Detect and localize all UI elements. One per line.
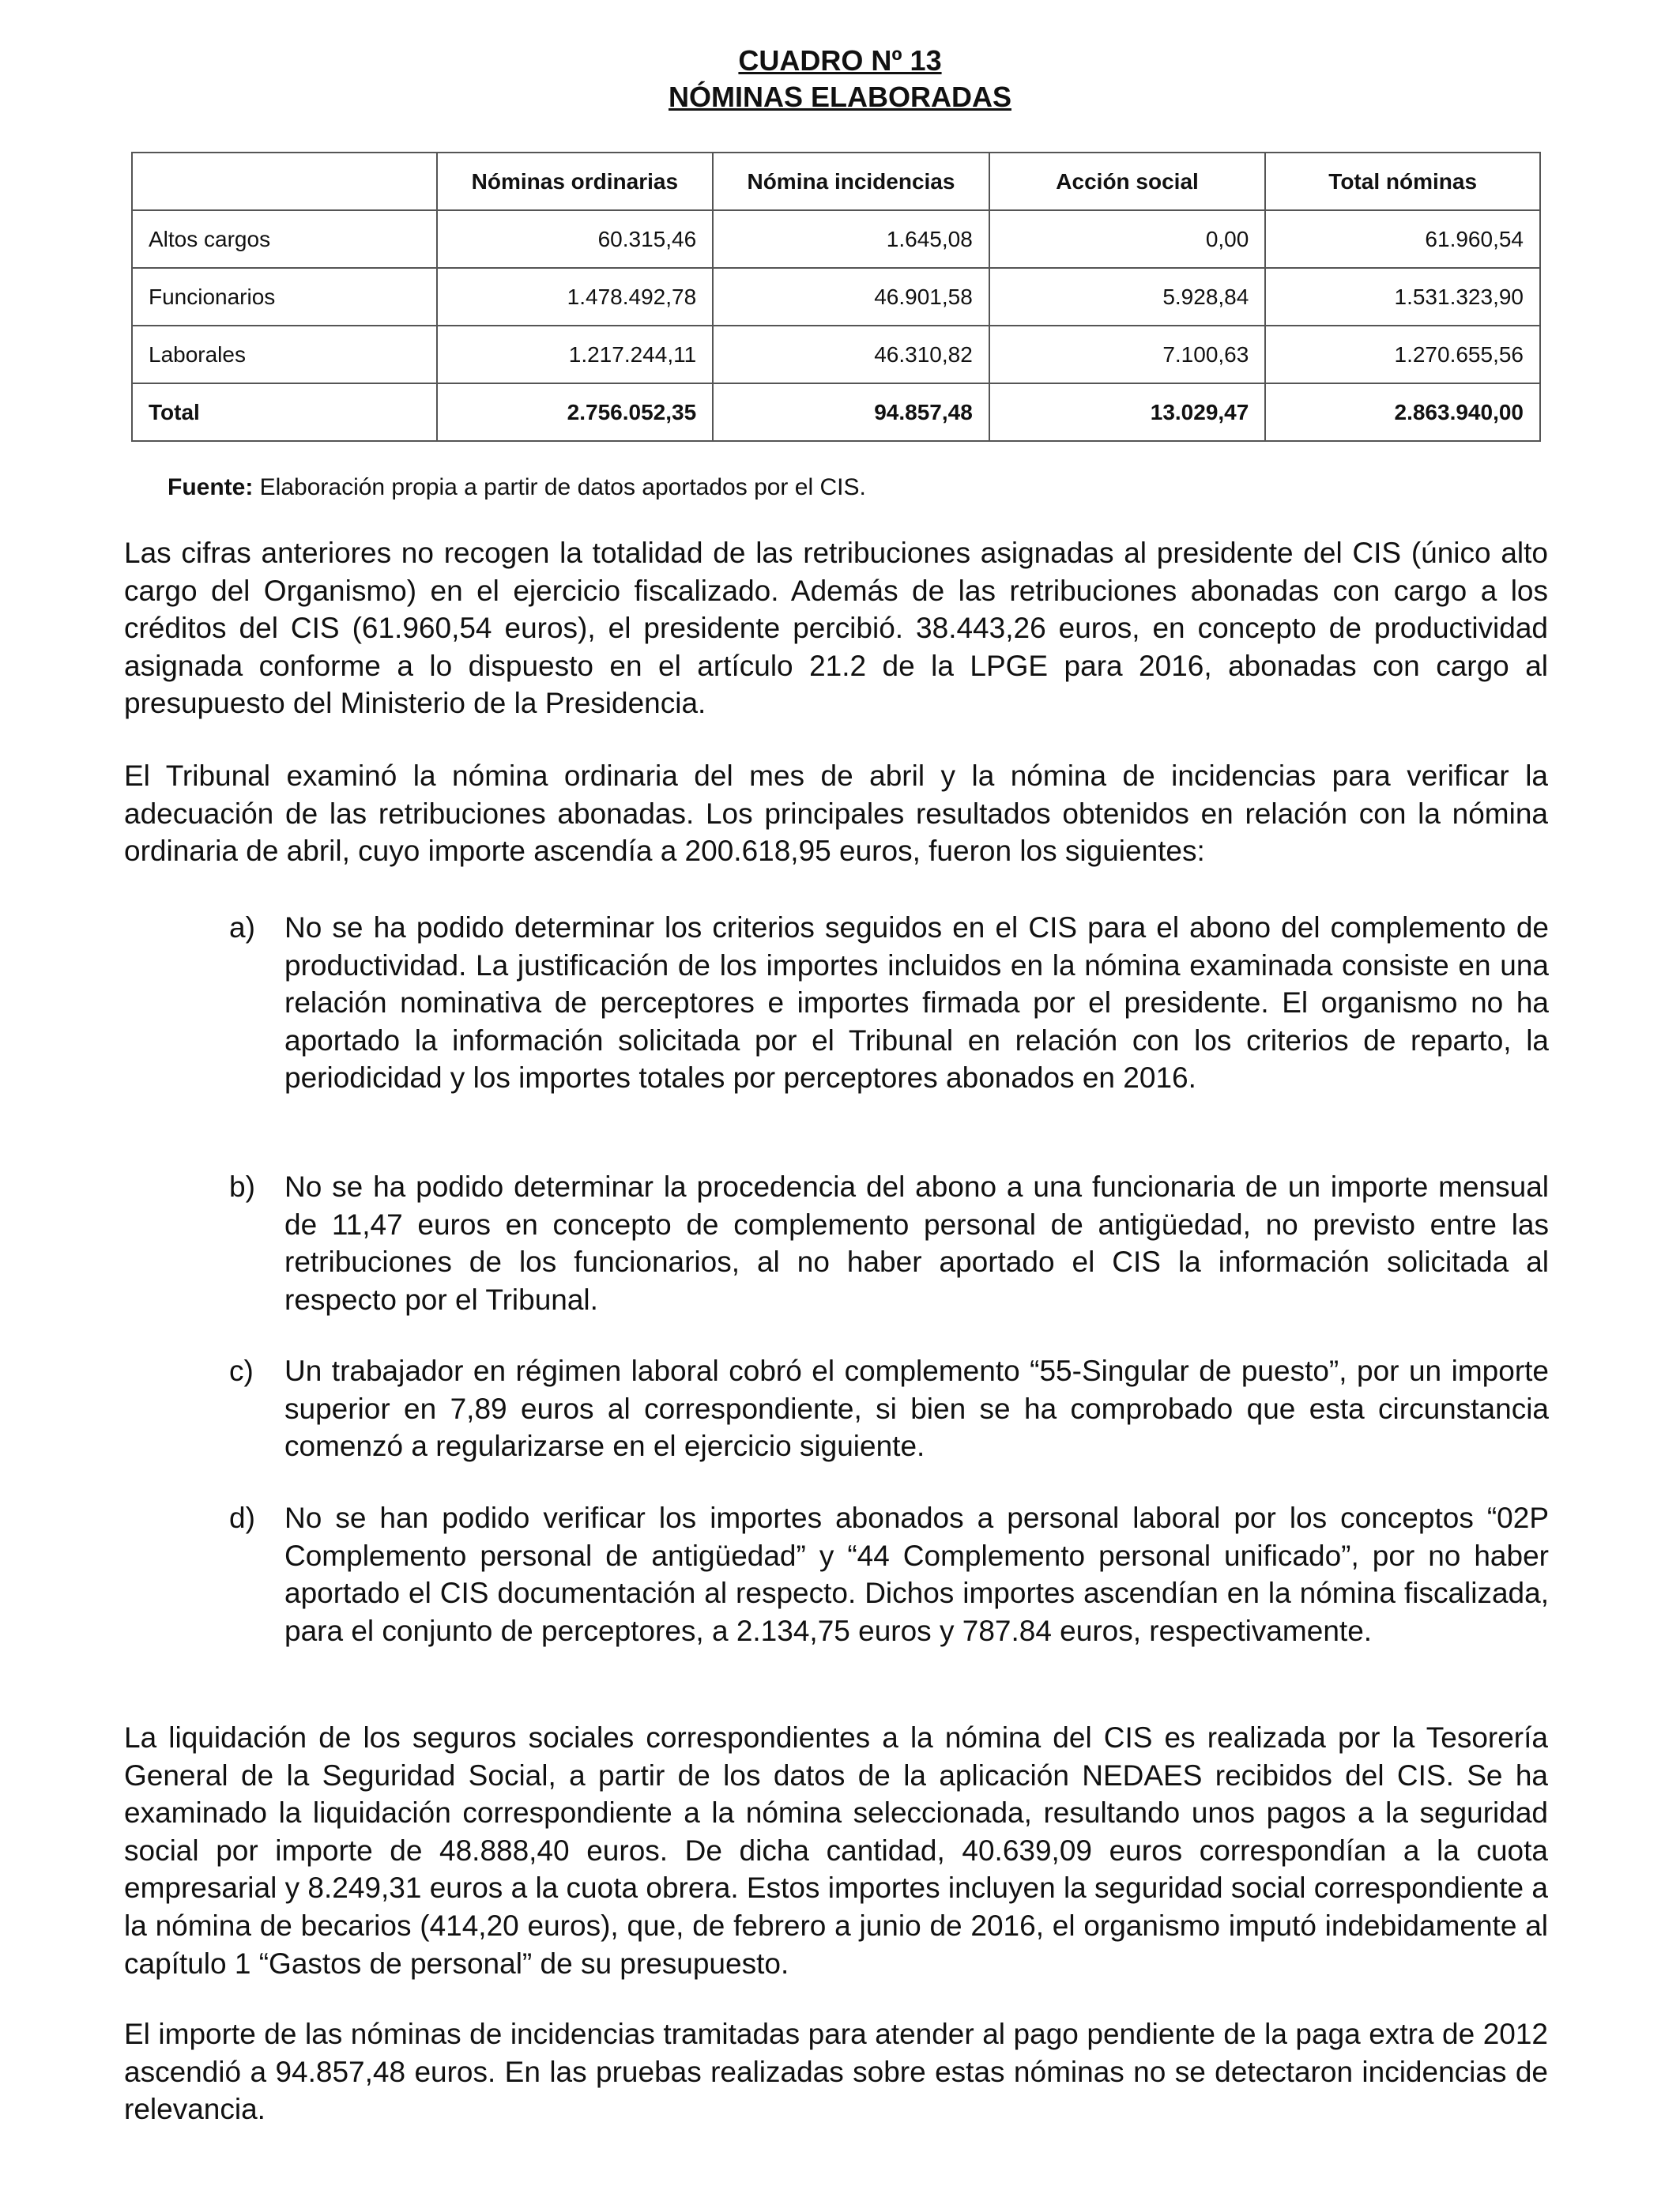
table-header-row <box>132 153 1540 210</box>
paragraph: El importe de las nóminas de incidencias tramitadas para atender al pago pendiente de la paga extra de 2012 ascendió a 94.857,48 euros. En las pruebas realizadas sobre estas nóminas no se detectaron incidencias de relevancia. <box>124 2018 1548 2126</box>
table-cell: 5.928,84 <box>989 268 1266 326</box>
paragraph: La liquidación de los seguros sociales correspondientes a la nómina del CIS es realizada por la Tesorería General de la Seguridad Social, a partir de los datos de la aplicación NEDAES recibidos del CIS. Se ha examinado la liquidación correspondiente a la nómina seleccionada, resultando unos pagos a la seguridad social por importe de 48.888,40 euros. De dicha cantidad, 40.639,09 euros correspondían a la cuota empresarial y 8.249,31 euros a la cuota obrera. Estos importes incluyen la seguridad social correspondiente a la nómina de becarios (414,20 euros), que, de febrero a junio de 2016, el organismo imputó indebidamente al capítulo 1 “Gastos de personal” de su presupuesto. <box>124 1721 1548 1980</box>
table-total-row <box>132 383 1540 441</box>
table-cell: 0,00 <box>989 210 1266 268</box>
list-item-text: Un trabajador en régimen laboral cobró el complemento “55-Singular de puesto”, por un importe superior en 7,89 euros al correspondiente, si bien se ha comprobado que esta circunstancia comenzó a regularizarse en el ejercicio siguiente. <box>284 1355 1549 1463</box>
list-item-text: No se ha podido determinar los criterios seguidos en el CIS para el abono del complemento de productividad. La justificación de los importes incluidos en la nómina examinada consiste en una relación nominativa de perceptores e importes firmada por el presidente. El organismo no ha aportado la información solicitada por el Tribunal en relación con los criterios de reparto, la periodicidad y los importes totales por perceptores abonados en 2016. <box>284 911 1549 1095</box>
column-header: Total nóminas <box>1265 153 1540 210</box>
table-cell: 60.315,46 <box>437 210 714 268</box>
source-text: Elaboración propia a partir de datos aportados por el CIS. <box>253 474 866 500</box>
row-label: Funcionarios <box>132 268 437 326</box>
table-number-title: CUADRO Nº 13 <box>738 44 942 77</box>
list-marker: b) <box>229 1171 255 1203</box>
table-cell: 46.901,58 <box>713 268 989 326</box>
table-cell: 1.217.244,11 <box>437 326 714 383</box>
table-cell: 1.645,08 <box>713 210 989 268</box>
table-title: NÓMINAS ELABORADAS <box>668 81 1011 113</box>
column-header <box>132 153 437 210</box>
table-cell: 2.756.052,35 <box>437 383 714 441</box>
table-cell: 46.310,82 <box>713 326 989 383</box>
source-label: Fuente: <box>168 474 254 500</box>
table-source-note <box>168 474 866 501</box>
column-header: Nómina incidencias <box>713 153 989 210</box>
table-cell: 1.531.323,90 <box>1265 268 1540 326</box>
paragraph: Las cifras anteriores no recogen la totalidad de las retribuciones asignadas al presidente del CIS (único alto cargo del Organismo) en el ejercicio fiscalizado. Además de las retribuciones abonadas con cargo a los créditos del CIS (61.960,54 euros), el presidente percibió. 38.443,26 euros, en concepto de productividad asignada conforme a lo dispuesto en el artículo 21.2 de la LPGE para 2016, abonadas con cargo al presupuesto del Ministerio de la Presidencia. <box>124 537 1548 720</box>
row-label: Total <box>132 383 437 441</box>
table-cell: 1.478.492,78 <box>437 268 714 326</box>
list-marker: a) <box>229 911 255 944</box>
table-cell: 2.863.940,00 <box>1265 383 1540 441</box>
list-item-text: No se ha podido determinar la procedencia del abono a una funcionaria de un importe mensual de 11,47 euros en concepto de complemento personal de antigüedad, no previsto entre las retribuciones de los funcionarios, al no haber aportado el CIS la información solicitada al respecto por el Tribunal. <box>284 1171 1549 1316</box>
table-row <box>132 326 1540 383</box>
row-label: Altos cargos <box>132 210 437 268</box>
table-row <box>132 268 1540 326</box>
column-header: Acción social <box>989 153 1266 210</box>
table-cell: 13.029,47 <box>989 383 1266 441</box>
paragraph: El Tribunal examinó la nómina ordinaria del mes de abril y la nómina de incidencias para verificar la adecuación de las retribuciones abonadas. Los principales resultados obtenidos en relación con la nómina ordinaria de abril, cuyo importe ascendía a 200.618,95 euros, fueron los siguientes: <box>124 760 1548 868</box>
payroll-table <box>131 152 1541 442</box>
list-marker: c) <box>229 1355 254 1387</box>
table-cell: 61.960,54 <box>1265 210 1540 268</box>
row-label: Laborales <box>132 326 437 383</box>
table-cell: 7.100,63 <box>989 326 1266 383</box>
table-cell: 94.857,48 <box>713 383 989 441</box>
table-row <box>132 210 1540 268</box>
list-marker: d) <box>229 1502 255 1534</box>
table-cell: 1.270.655,56 <box>1265 326 1540 383</box>
column-header: Nóminas ordinarias <box>437 153 714 210</box>
list-item-text: No se han podido verificar los importes abonados a personal laboral por los conceptos “02P Complemento personal de antigüedad” y “44 Complemento personal unificado”, por no haber aportado el CIS documentación al respecto. Dichos importes ascendían en la nómina fiscalizada, para el conjunto de perceptores, a 2.134,75 euros y 787.84 euros, respectivamente. <box>284 1502 1549 1647</box>
